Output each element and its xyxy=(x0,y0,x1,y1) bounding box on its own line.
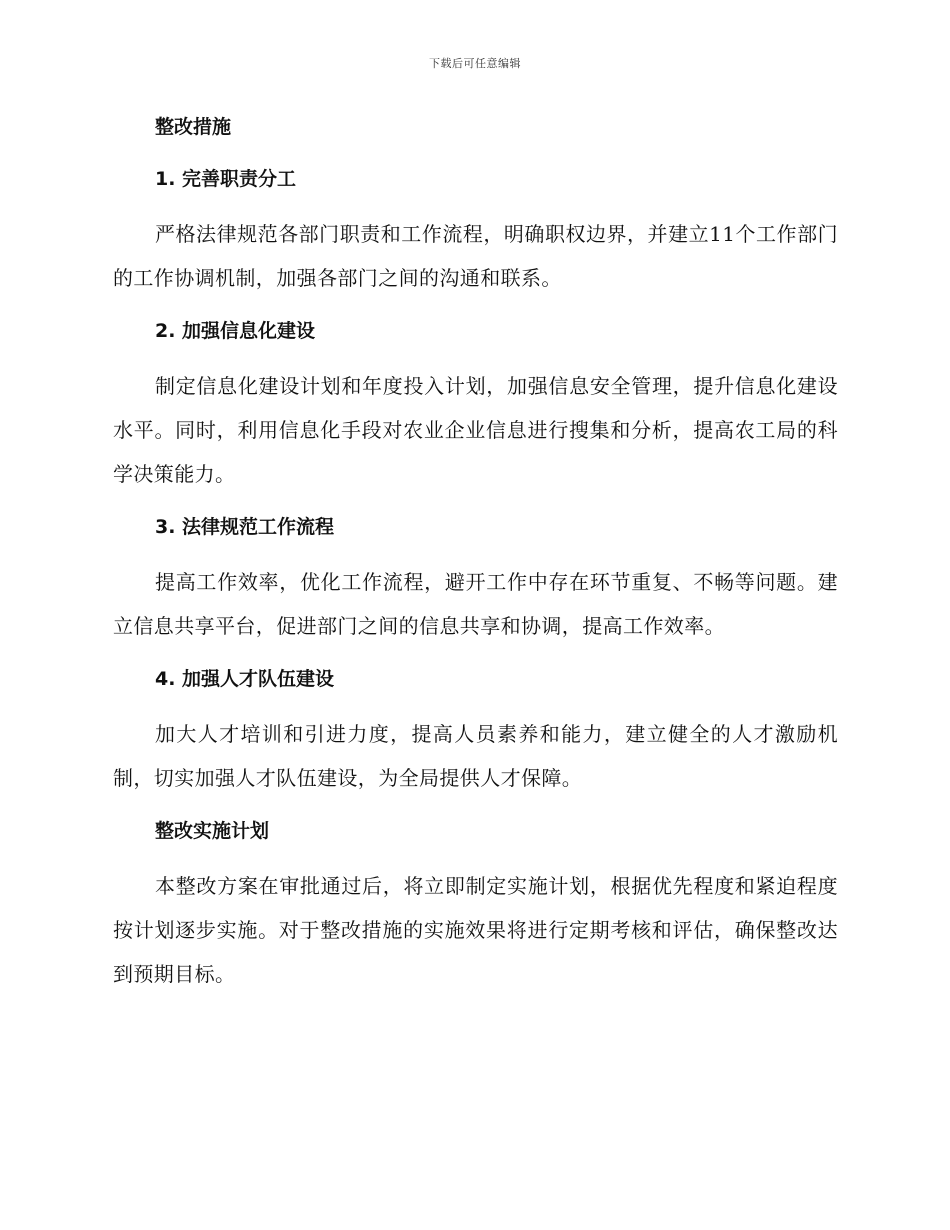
header-note: 下载后可任意编辑 xyxy=(429,57,521,70)
section-paragraph-plan: 本整改方案在审批通过后，将立即制定实施计划，根据优先程度和紧迫程度按计划逐步实施。对于整改措施的实施效果将进行定期考核和评估，确保整改达到预期目标。 xyxy=(113,874,838,986)
section-paragraph-4: 加大人才培训和引进力度，提高人员素养和能力，建立健全的人才激励机制，切实加强人才队伍建设，为全局提供人才保障。 xyxy=(113,722,838,790)
section-paragraph-2: 制定信息化建设计划和年度投入计划，加强信息安全管理，提升信息化建设水平。同时，利用信息化手段对农业企业信息进行搜集和分析，提高农工局的科学决策能力。 xyxy=(113,374,838,486)
section-heading-3: 3. 法律规范工作流程 xyxy=(155,516,335,538)
section-heading-plan: 整改实施计划 xyxy=(155,820,270,842)
section-paragraph-3: 提高工作效率，优化工作流程，避开工作中存在环节重复、不畅等问题。建立信息共享平台，促进部门之间的信息共享和协调，提高工作效率。 xyxy=(113,570,838,638)
section-paragraph-1: 严格法律规范各部门职责和工作流程，明确职权边界，并建立11个工作部门的工作协调机制，加强各部门之间的沟通和联系。 xyxy=(113,222,838,290)
section-heading-measures: 整改措施 xyxy=(155,116,232,138)
section-heading-4: 4. 加强人才队伍建设 xyxy=(155,668,335,690)
section-heading-2: 2. 加强信息化建设 xyxy=(155,320,316,342)
section-heading-1: 1. 完善职责分工 xyxy=(155,168,297,190)
document-body xyxy=(113,108,838,996)
